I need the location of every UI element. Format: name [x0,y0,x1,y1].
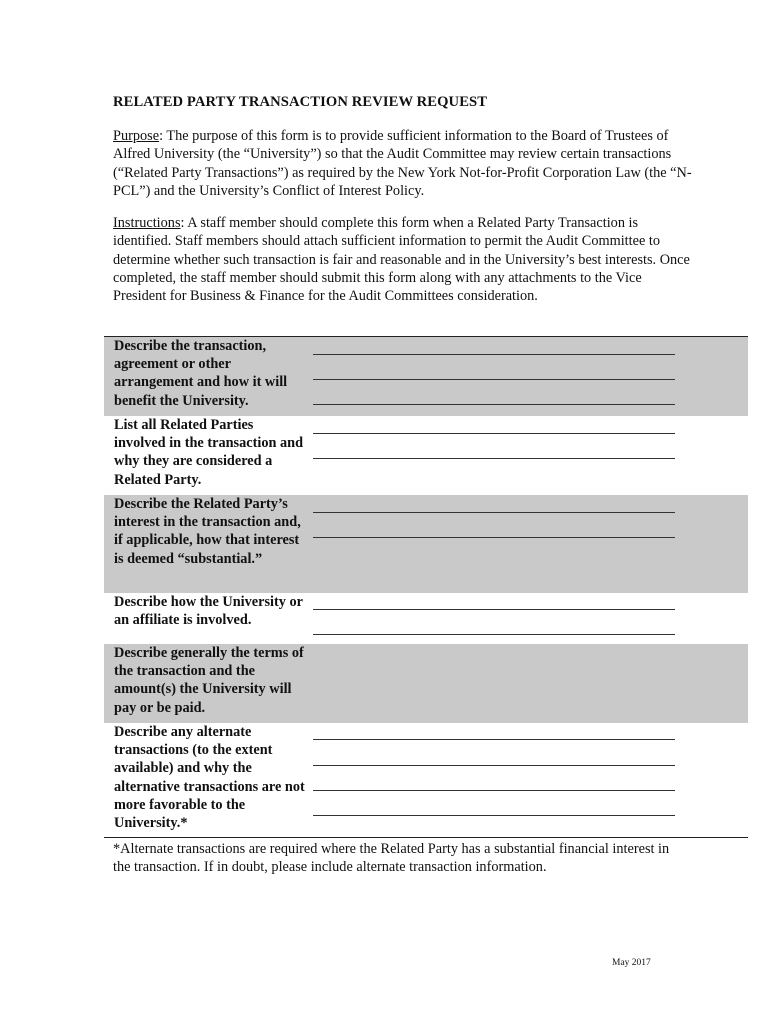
form-title: RELATED PARTY TRANSACTION REVIEW REQUEST [113,94,488,110]
question-label: Describe any alternate transactions (to the extent available) and why the alternative transactions are not more favorable to the University.* [114,724,305,832]
table-bottom-rule [104,837,748,838]
question-row [104,416,748,495]
question-label: List all Related Parties involved in the transaction and why they are considered a Related Party. [114,417,304,488]
instructions-label: Instructions [113,215,181,231]
answer-line[interactable] [313,634,675,635]
question-label: Describe how the University or an affiliate is involved. [114,594,303,629]
answer-line[interactable] [313,790,675,791]
answer-line[interactable] [313,765,675,766]
instructions-paragraph [113,214,693,305]
answer-line[interactable] [313,404,675,405]
answer-line[interactable] [313,354,675,355]
answer-line[interactable] [313,379,675,380]
purpose-paragraph [113,127,693,200]
answer-line[interactable] [313,537,675,538]
answer-line[interactable] [313,458,675,459]
footer-date: May 2017 [612,958,651,968]
question-row [104,723,748,837]
answer-line[interactable] [313,609,675,610]
answer-line[interactable] [313,739,675,740]
question-label: Describe the Related Party’s interest in the transaction and, if applicable, how that interest is deemed “substantial.” [114,496,301,567]
answer-line[interactable] [313,815,675,816]
purpose-label: Purpose [113,128,160,144]
question-row [104,495,748,593]
answer-line[interactable] [313,512,675,513]
answer-line[interactable] [313,433,675,434]
question-row [104,337,748,416]
question-row [104,593,748,644]
question-label: Describe generally the terms of the transaction and the amount(s) the University will pay or be paid. [114,645,304,716]
instructions-text: : A staff member should complete this form when a Related Party Transaction is identified. Staff members should attach sufficient information to permit the Audit Committee to determine whether such transaction is fair and reasonable and in the University’s best interests. Once completed, the staff member should submit this form along with any attachments to the Vice President for Business & Finance for the Audit Committees consideration. [113,215,690,305]
purpose-text: : The purpose of this form is to provide sufficient information to the Board of Trustees of Alfred University (the “University”) so that the Audit Committee may review certain transactions (“Related Party Transactions”) as required by the New York Not-for-Profit Corporation Law (the “N-PCL”) and the University’s Conflict of Interest Policy. [113,128,692,199]
question-label: Describe the transaction, agreement or other arrangement and how it will benefit the University. [114,338,288,409]
footnote: *Alternate transactions are required where the Related Party has a substantial financial interest in the transaction. If in doubt, please include alternate transaction information. [113,841,670,876]
question-row [104,644,748,723]
